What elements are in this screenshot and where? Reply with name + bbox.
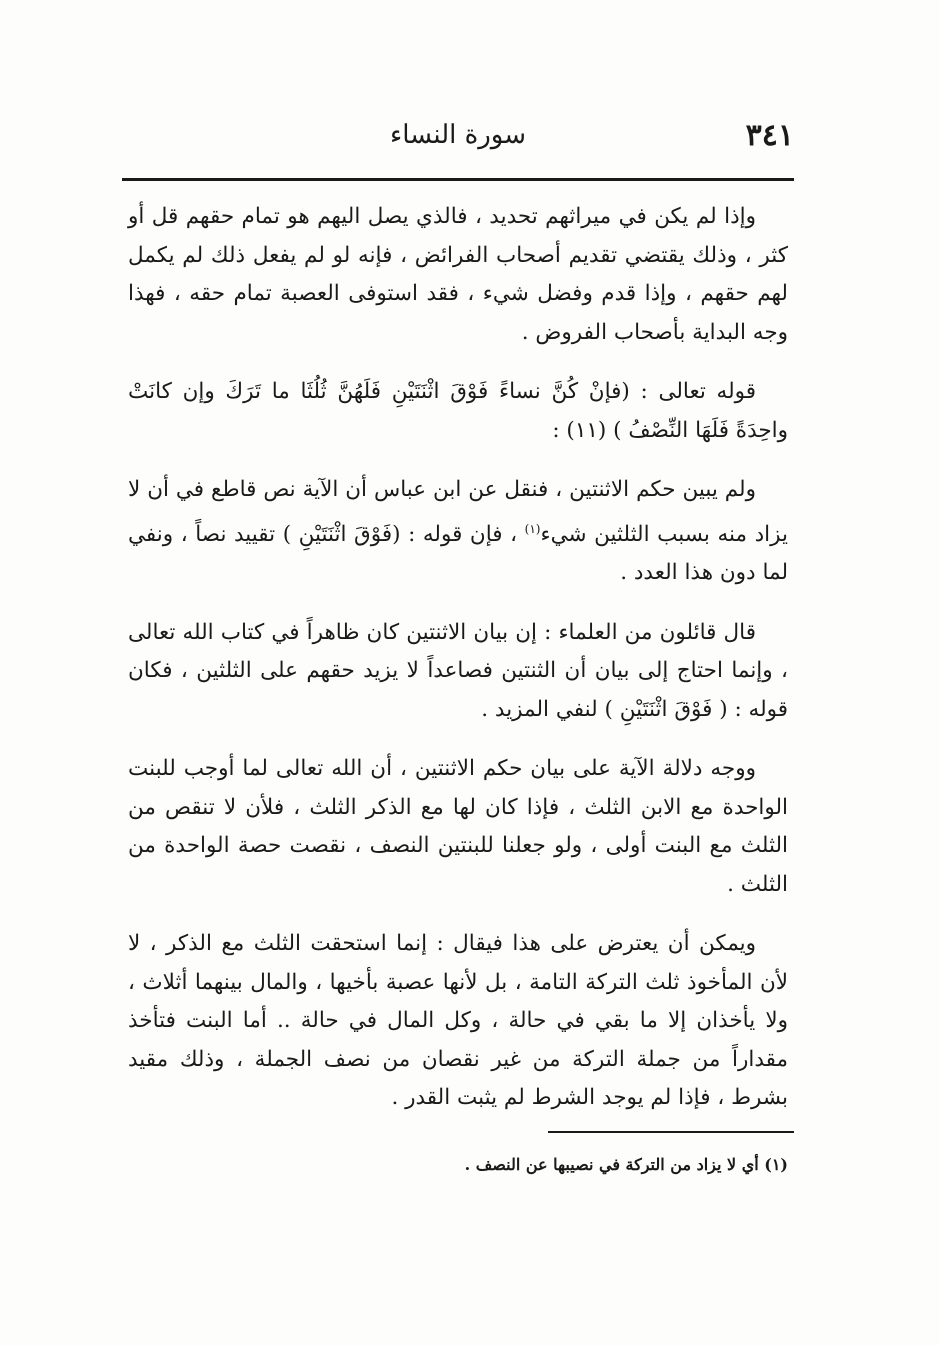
- page-number: ٣٤١: [745, 118, 794, 153]
- page-header: [122, 110, 794, 170]
- paragraph-5: ووجه دلالة الآية على بيان حكم الاثنتين ، أن الله تعالى لما أوجب للبنت الواحدة مع الابن الثلث ، فإذا كان لها مع الذكر الثلث ، فلأن لا تنقص من الثلث مع البنت أولى ، ولو جعلنا للبنتين النصف ، نقصت حصة الواحدة من الثلث .: [128, 756, 788, 897]
- paragraph-2-verse: قوله تعالى : (فإنْ كُنَّ نساءً فَوْقَ اثْنَتَيْنِ فَلَهُنَّ ثُلُثَا ما تَرَكَ وإن كانَتْ واحِدَةً فَلَهَا النِّصْفُ ) (١١) :: [128, 379, 788, 443]
- footnote: (١) أي لا يزاد من التركة في نصيبها عن النصف .: [464, 1155, 788, 1174]
- paragraph-1: وإذا لم يكن في ميراثهم تحديد ، فالذي يصل اليهم هو تمام حقهم قل أو كثر ، وذلك يقتضي تقديم أصحاب الفرائض ، فإنه لو لم يفعل ذلك لم يكمل لهم حقهم ، وإذا قدم وفضل شيء ، فقد استوفى العصبة تمام حقه ، فهذا وجه البداية بأصحاب الفروض .: [128, 204, 788, 345]
- paragraph-3-part-2: ، فإن قوله : (فَوْقَ اثْنَتَيْنِ ) تقييد نصاً ، ونفي لما دون هذا العدد .: [128, 521, 788, 586]
- main-text: [128, 198, 788, 1139]
- paragraph-3-part-1: ولم يبين حكم الاثنتين ، فنقل عن ابن عباس أن الآية نص قاطع في أن لا يزاد منه بسبب الثلثين شيء: [128, 477, 788, 547]
- paragraph-3: [128, 471, 788, 593]
- footnote-divider: [548, 1131, 794, 1133]
- footnote-reference: (١): [524, 521, 541, 536]
- surah-title: سورة النساء: [390, 120, 526, 150]
- paragraph-6: ويمكن أن يعترض على هذا فيقال : إنما استحقت الثلث مع الذكر ، لا لأن المأخوذ ثلث التركة التامة ، بل لأنها عصبة بأخيها ، والمال بينهما أثلاث ، ولا يأخذان إلا ما بقي في حالة ، وكل المال في حالة .. أما البنت فتأخذ مقداراً من جملة التركة من غير نقصان من نصف الجملة ، وذلك مقيد بشرط ، فإذا لم يوجد الشرط لم يثبت القدر .: [128, 931, 788, 1111]
- header-divider: [122, 178, 794, 181]
- paragraph-4: قال قائلون من العلماء : إن بيان الاثنتين كان ظاهراً في كتاب الله تعالى ، وإنما احتاج إلى بيان أن الثنتين فصاعداً لا يزيد حقهم على الثلثين ، فكان قوله : ( فَوْقَ اثْنَتَيْنِ ) لنفي المزيد .: [128, 619, 788, 722]
